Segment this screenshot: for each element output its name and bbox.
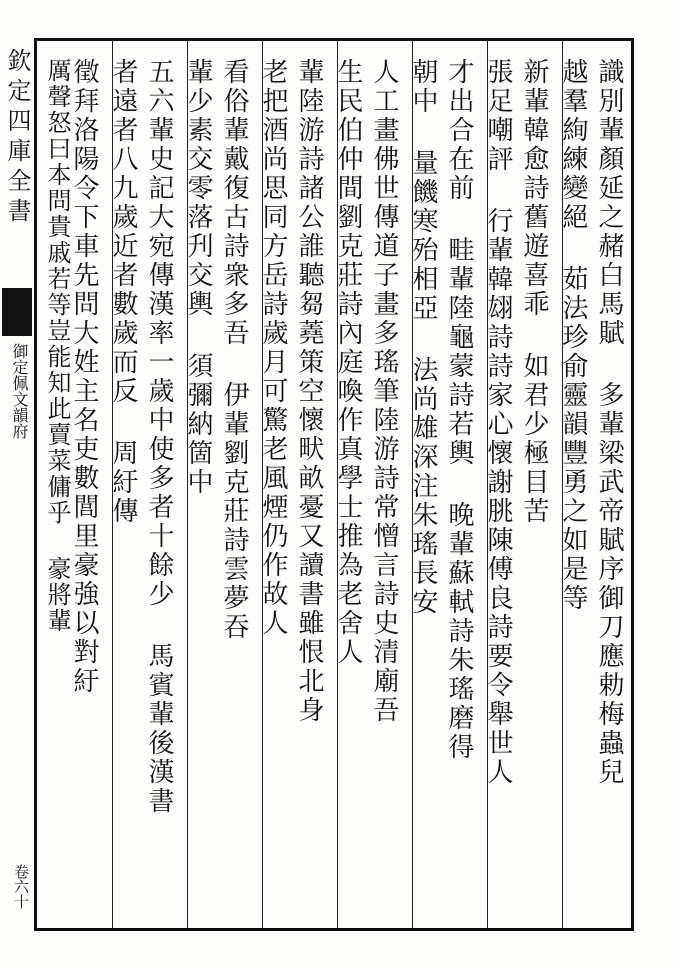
text-column: 識別輩顏延之赭白馬賦 多輩梁武帝賦序御刀應勅梅蟲兒 [594, 58, 624, 787]
text-column: 生民伯仲間劉克莊詩內庭喚作真學士推為老舍人 [333, 58, 363, 667]
book-margin [0, 38, 35, 931]
text-column: 五六輩史記大宛傳漢率一歲中使多者十餘少 馬賓輩後漢書 [144, 58, 174, 816]
text-column: 張足嘲評 行輩韓翃詩詩家心懷謝朓陳傅良詩要令舉世人 [483, 58, 513, 787]
text-column: 人工畫佛世傳道子畫多瑤筆陸游詩常憎言詩史清廟吾 [369, 58, 399, 725]
text-column: 越羣絢練變絕 茹法珍俞靈韻豐勇之如是等 [558, 58, 588, 613]
text-column: 徵拜洛陽令下車先問大姓主名吏數閭里豪強以對紆 [69, 58, 99, 696]
text-column: 輩少素交零落刋交輿 須彌納箇中 [183, 58, 213, 497]
book-title: 御定佩文韻府 [10, 343, 29, 439]
fishtail-mark [2, 288, 32, 336]
text-column: 厲聲怒曰本問貴戚若等豈能知此賣菜傭乎 豪將輩 [43, 58, 71, 634]
text-column: 才出合在前 畦輩陸龜蒙詩若輿 晚輩蘇軾詩朱瑤磨得 [444, 58, 474, 762]
text-column: 新輩韓愈詩舊遊喜乖 如君少極目苦 [519, 58, 549, 526]
text-column: 輩陸游詩諸公誰聽芻蕘策空懷畎畝憂又讀書雖恨北身 [294, 58, 324, 725]
collection-title: 欽定四庫全書 [3, 48, 31, 228]
text-column: 看俗輩戴復古詩衆多吾 伊輩劉克莊詩雲夢吞 [219, 58, 249, 642]
text-column: 朝中 量饑寒殆相亞 法尚雄深注朱瑤長安 [408, 58, 438, 617]
page-number: 卷六十 [12, 864, 30, 909]
text-column: 者遠者八九歲近者數歲而反 周紆傳 [108, 58, 138, 526]
text-column: 老把酒尚思同方岳詩歲月可驚老風煙仍作故人 [258, 58, 288, 638]
